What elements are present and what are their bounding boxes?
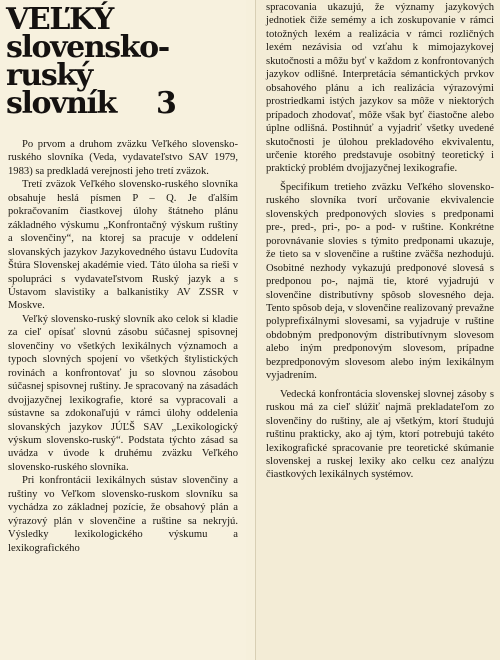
volume-number: 3 bbox=[156, 86, 176, 121]
left-column bbox=[0, 0, 246, 660]
title-line: slovensko- bbox=[6, 30, 169, 65]
paragraph: spracovania ukazujú, že významy jazykových jednotiek čiže semémy a ich zoskupovanie v rámci totožných lexém a realizácia v rámci rozličných lexém nezávisia od vzťahu k mimojazykovej skutočnosti a môžu byť v každom z konfrontovaných jazykov odlišné. Interpretácia sémantických prvkov obsahového plánu a ich realizácia výrazovými prostriedkami istých jazykov sa môže v niektorých prípadoch zhodovať, môže však byť čiastočne alebo úplne odlišná. Postihnúť a vyjadriť všetky uvedené skutočnosti je úlohou prekladového ekvivalentu, určenie ktorého predstavuje osobitný teoretický i praktický problém dvojjazyčnej lexikografie. bbox=[266, 2, 494, 175]
title-line: VEĽKÝ bbox=[6, 2, 113, 37]
book-title bbox=[6, 2, 242, 121]
paragraph: Veľký slovensko-ruský slovník ako celok si kladie za cieľ opísať slovnú zásobu súčasnej spisovnej slovenčiny vo všetkých lexikálnych významoch a typoch slovných spojení vo všetkých štylistických rovinách a konfrontovať ju so slovnou zásobou súčasnej spisovnej ruštiny. Je spracovaný na zásadách dvojjazyčnej lexikografie, ktoré sa vypracovali a sústavne sa zdokonaľujú v rámci úlohy oddelenia slovanských jazykov JÚĽŠ SAV „Lexikologický výskum slovensko-ruský“. Podstata týchto zásad sa uvádza v úvode k druhému zväzku Veľkého slovensko-ruského slovníka. bbox=[8, 313, 238, 473]
left-text-block bbox=[8, 138, 238, 555]
title-line: slovník bbox=[6, 86, 116, 121]
paragraph: Pri konfrontácii lexikálnych sústav slovenčiny a ruštiny vo Veľkom slovensko-ruskom slovníku sa vychádza zo základnej pozície, že obsahový plán a výrazový plán v slovenčine a ruštine sa nekryjú. Výsledky lexikologického výskumu a lexikografického bbox=[8, 475, 238, 554]
paragraph: Špecifikum tretieho zväzku Veľkého slovensko-ruského slovníka tvorí určovanie ekvivalencie slovenských predponových slovies s predponami pre-, pred-, pri-, po- a pod- v ruštine. Konkrétne porovnávanie slovies s týmito predponami ukazuje, že tieto sa v slovenčine a ruštine zväčša nezhodujú. Osobitné nezhody vykazujú predponové slovesá s predponou po-, najmä tie, ktoré vyjadrujú v slovenčine distributívny spôsob slovesného deja. Tento spôsob deja, v slovenčine realizovaný prevažne polyprefixálnymi slovesami, sa vyjadruje v ruštine obdobným predponovým distributívnym slovesom alebo iným predponovým slovesom, prípadne bezpredponovým slovesom alebo iným lexikálnym vyjadrením. bbox=[266, 181, 494, 382]
right-column bbox=[255, 0, 500, 660]
title-line: ruský bbox=[6, 58, 92, 93]
paragraph: Tretí zväzok Veľkého slovensko-ruského slovníka obsahuje heslá písmen P – Q. Je ďalším pokračovaním čiastkovej úlohy štátneho plánu základného výskumu „Konfrontačný výskum ruštiny a slovenčiny“, na ktorej sa pracuje v oddelení slovanských jazykov Jazykovedného ústavu Ľudovíta Štúra Slovenskej akadémie vied. Táto úloha sa rieši v spolupráci s vydavateľstvom Ruský jazyk a s Ústavom slavistiky a balkanistiky AV ZSSR v Moskve. bbox=[8, 179, 238, 312]
paragraph: Po prvom a druhom zväzku Veľkého slovensko-ruského slovníka (Veda, vydavateľstvo SAV 1979, 1983) sa predkladá verejnosti jeho tretí zväzok. bbox=[8, 139, 238, 177]
right-text-block bbox=[266, 1, 494, 482]
paragraph: Vedecká konfrontácia slovenskej slovnej zásoby s ruskou má za cieľ slúžiť najmä prekladateľom zo slovenčiny do ruštiny, ale aj všetkým, ktorí študujú ruštinu prakticky, ako aj tým, ktorí potrebujú takéto lexikografické spracovanie pre teoretické skúmanie slovenskej a ruskej lexiky ako celku cez analýzu čiastkových lexikálnych systémov. bbox=[266, 388, 494, 481]
